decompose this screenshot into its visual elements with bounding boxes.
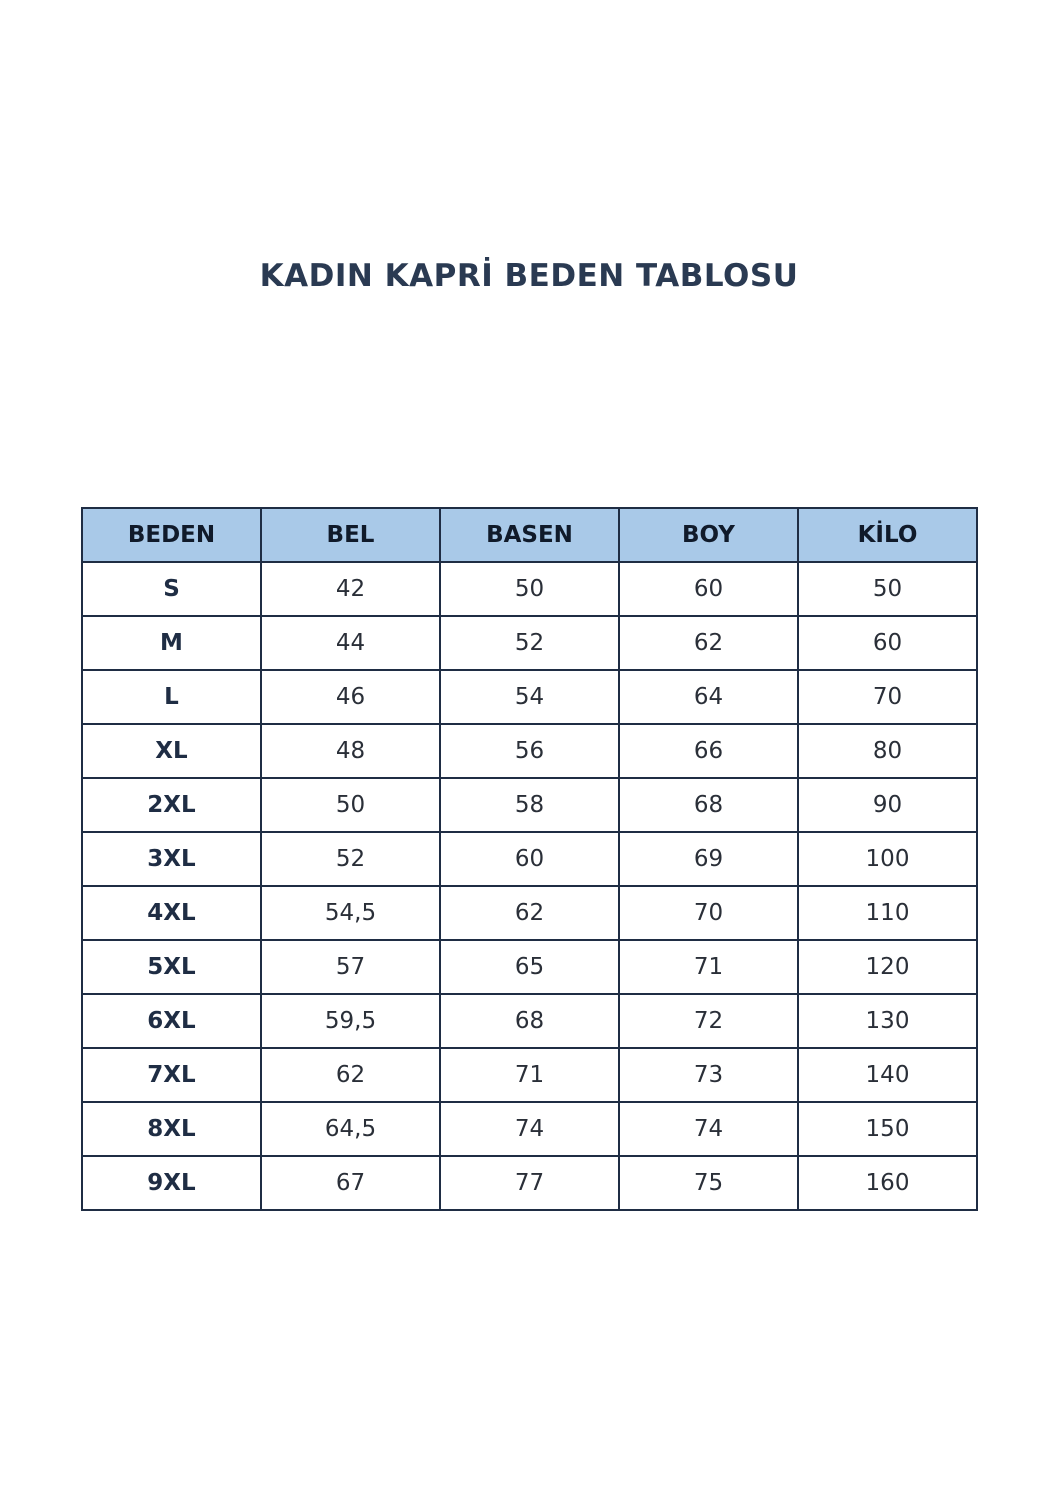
cell-size: 6XL <box>82 994 261 1048</box>
table-row <box>82 778 977 832</box>
table-row <box>82 832 977 886</box>
table-row <box>82 940 977 994</box>
cell-size: 7XL <box>82 1048 261 1102</box>
cell-basen: 77 <box>440 1156 619 1210</box>
table-row <box>82 886 977 940</box>
cell-basen: 56 <box>440 724 619 778</box>
cell-kilo: 90 <box>798 778 977 832</box>
cell-bel: 44 <box>261 616 440 670</box>
cell-size: 9XL <box>82 1156 261 1210</box>
cell-boy: 72 <box>619 994 798 1048</box>
cell-kilo: 60 <box>798 616 977 670</box>
cell-bel: 57 <box>261 940 440 994</box>
table-row <box>82 1102 977 1156</box>
cell-bel: 46 <box>261 670 440 724</box>
cell-kilo: 100 <box>798 832 977 886</box>
cell-boy: 60 <box>619 562 798 616</box>
cell-kilo: 120 <box>798 940 977 994</box>
cell-kilo: 160 <box>798 1156 977 1210</box>
cell-bel: 62 <box>261 1048 440 1102</box>
cell-basen: 62 <box>440 886 619 940</box>
cell-basen: 50 <box>440 562 619 616</box>
cell-bel: 54,5 <box>261 886 440 940</box>
cell-basen: 52 <box>440 616 619 670</box>
cell-boy: 68 <box>619 778 798 832</box>
column-header-bel: BEL <box>261 508 440 562</box>
cell-basen: 54 <box>440 670 619 724</box>
table-header-row <box>82 508 977 562</box>
cell-basen: 74 <box>440 1102 619 1156</box>
table-body <box>82 562 977 1210</box>
cell-size: L <box>82 670 261 724</box>
cell-size: S <box>82 562 261 616</box>
cell-boy: 69 <box>619 832 798 886</box>
cell-boy: 66 <box>619 724 798 778</box>
cell-basen: 58 <box>440 778 619 832</box>
cell-basen: 71 <box>440 1048 619 1102</box>
cell-basen: 65 <box>440 940 619 994</box>
column-header-boy: BOY <box>619 508 798 562</box>
cell-size: 8XL <box>82 1102 261 1156</box>
cell-kilo: 140 <box>798 1048 977 1102</box>
cell-bel: 59,5 <box>261 994 440 1048</box>
cell-kilo: 150 <box>798 1102 977 1156</box>
cell-kilo: 130 <box>798 994 977 1048</box>
cell-kilo: 110 <box>798 886 977 940</box>
cell-size: 4XL <box>82 886 261 940</box>
cell-bel: 48 <box>261 724 440 778</box>
table-row <box>82 670 977 724</box>
cell-boy: 64 <box>619 670 798 724</box>
column-header-kilo: KİLO <box>798 508 977 562</box>
cell-size: XL <box>82 724 261 778</box>
table-row <box>82 1048 977 1102</box>
table-row <box>82 1156 977 1210</box>
cell-bel: 67 <box>261 1156 440 1210</box>
page-title: KADIN KAPRİ BEDEN TABLOSU <box>259 258 799 294</box>
cell-boy: 71 <box>619 940 798 994</box>
cell-boy: 62 <box>619 616 798 670</box>
cell-boy: 70 <box>619 886 798 940</box>
column-header-basen: BASEN <box>440 508 619 562</box>
cell-basen: 68 <box>440 994 619 1048</box>
cell-kilo: 70 <box>798 670 977 724</box>
cell-bel: 64,5 <box>261 1102 440 1156</box>
cell-bel: 50 <box>261 778 440 832</box>
size-chart-table <box>81 507 978 1211</box>
cell-size: 5XL <box>82 940 261 994</box>
cell-basen: 60 <box>440 832 619 886</box>
cell-boy: 74 <box>619 1102 798 1156</box>
cell-boy: 73 <box>619 1048 798 1102</box>
table-row <box>82 994 977 1048</box>
column-header-beden: BEDEN <box>82 508 261 562</box>
cell-bel: 52 <box>261 832 440 886</box>
table-row <box>82 616 977 670</box>
table-row <box>82 724 977 778</box>
cell-bel: 42 <box>261 562 440 616</box>
cell-kilo: 80 <box>798 724 977 778</box>
cell-size: 3XL <box>82 832 261 886</box>
table-row <box>82 562 977 616</box>
cell-size: M <box>82 616 261 670</box>
cell-size: 2XL <box>82 778 261 832</box>
cell-kilo: 50 <box>798 562 977 616</box>
cell-boy: 75 <box>619 1156 798 1210</box>
